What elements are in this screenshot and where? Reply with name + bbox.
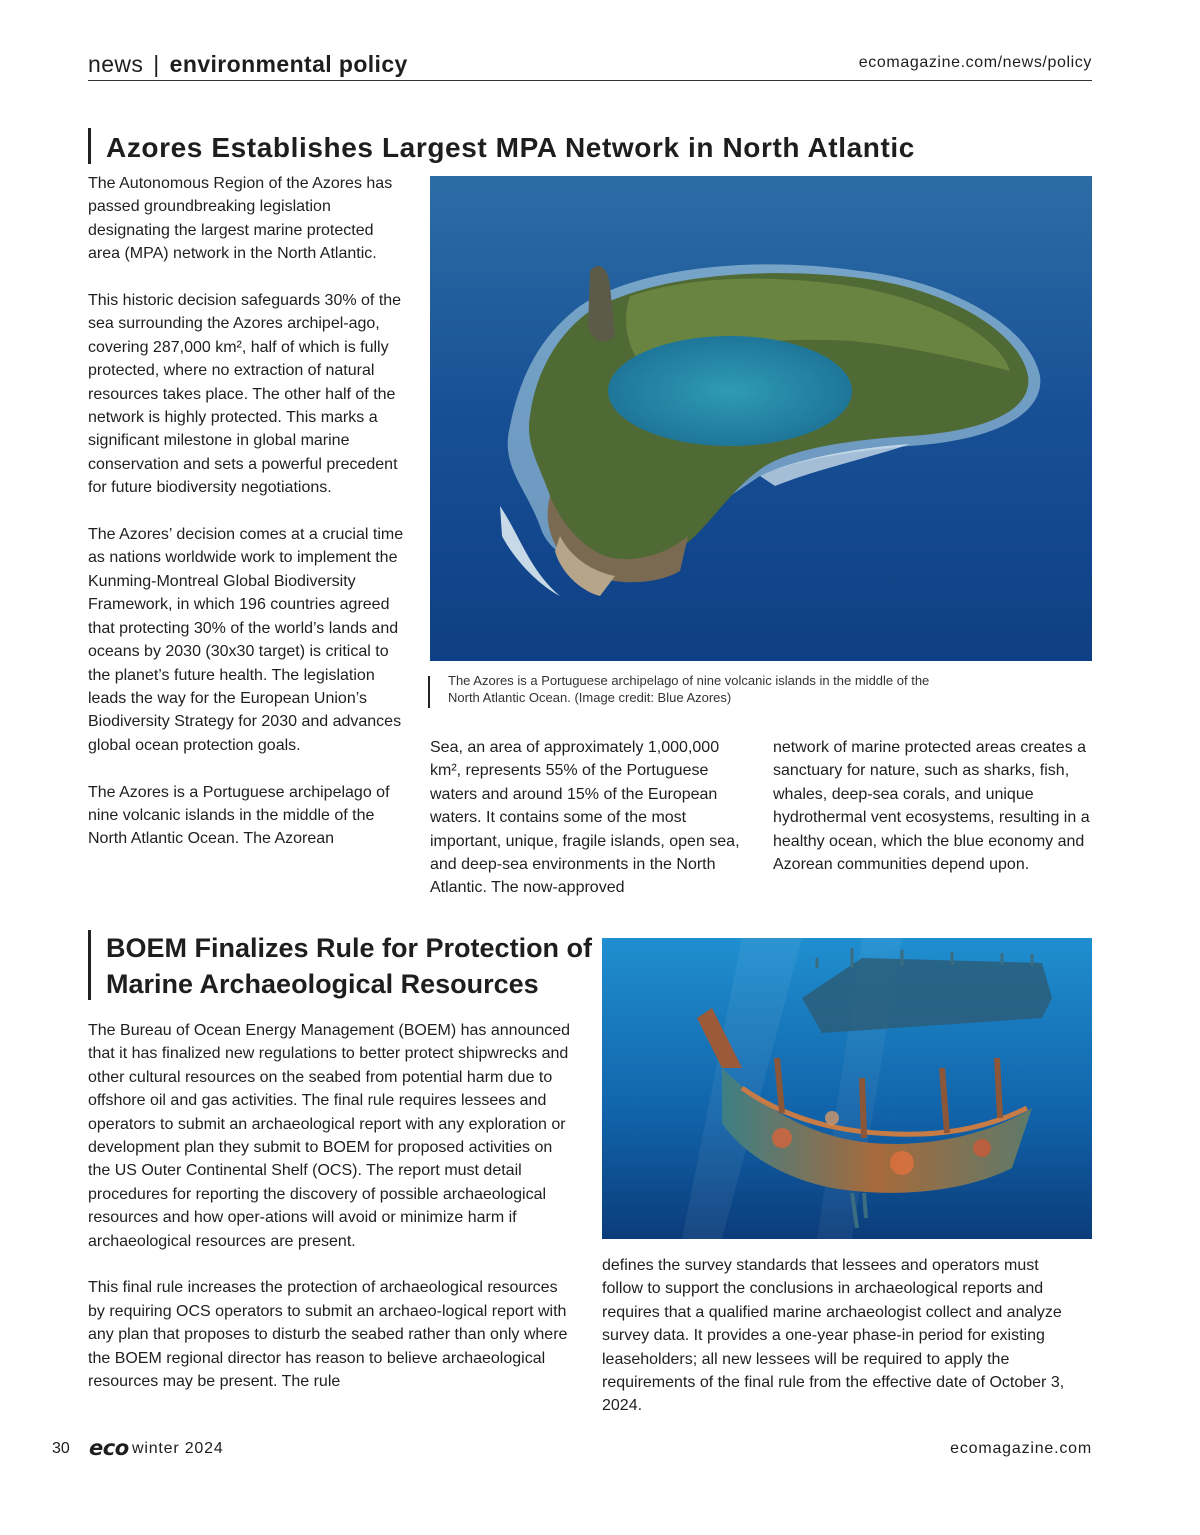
section-header [88,48,408,80]
eco-logo: eco [89,1436,129,1460]
paragraph: Sea, an area of approximately 1,000,000 km², represents 55% of the Portuguese waters and around 15% of the European waters. It contains some of the most important, unique, fragile islands, open sea, and deep-sea environments in the North Atlantic. The now-approved [430,739,740,897]
paragraph: This historic decision safeguards 30% of the sea surrounding the Azores archipel-ago, covering 287,000 km², half of which is fully protected, where no extraction of natural resources takes place. The other half of the network is highly protected. This marks a significant milestone in global marine conservation and sets a powerful precedent for future biodiversity negotiations. [88,292,402,497]
section-name: news [88,51,144,77]
article-1-column-3 [773,736,1095,876]
headline-accent-bar [88,128,91,164]
article-2-headline: BOEM Finalizes Rule for Protection of Marine Archaeological Resources [106,933,593,999]
paragraph: defines the survey standards that lessees and operators must follow to support the conclusions in archaeological reports and requires that a qualified marine archaeologist collect and analyze survey data. It provides a one-year phase-in period for existing leaseholders; all new lessees will be required to apply the requirements of the final rule from the effective date of October 3, 2024. [602,1257,1065,1415]
header-divider [88,80,1092,81]
issue-label: winter 2024 [132,1440,224,1457]
article-2-column-2 [602,1254,1082,1418]
island-photo [430,176,1092,661]
section-topic: environmental policy [169,51,408,77]
page-number: 30 [52,1440,70,1457]
paragraph: network of marine protected areas creates a sanctuary for nature, such as sharks, fish, whales, deep-sea corals, and unique hydrothermal vent ecosystems, resulting in a healthy ocean, which the blue economy and Azorean communities depend upon. [773,739,1090,874]
paragraph: The Azores’ decision comes at a crucial time as nations worldwide work to implement the Kunming-Montreal Global Biodiversity Framework, in which 196 countries agreed that protecting 30% of the world’s lands and oceans by 2030 (30x30 target) is critical to the planet’s future health. The legislation leads the way for the European Union’s Biodiversity Strategy for 2030 and advances global ocean protection goals. [88,526,404,754]
article-1-column-2 [430,736,748,900]
headline-accent-bar [88,930,91,1000]
paragraph: The Bureau of Ocean Energy Management (BOEM) has announced that it has finalized new regulations to better protect shipwrecks and other cultural resources on the seabed from potential harm due to offshore oil and gas activities. The final rule requires lessees and operators to submit an archaeological report with any exploration or development plan they submit to BOEM for proposed activities on the US Outer Continental Shelf (OCS). The report must detail procedures for reporting the discovery of possible archaeological resources and how oper-ations will avoid or minimize harm if archaeological resources are present. [88,1022,571,1250]
footer-url[interactable]: ecomagazine.com [950,1440,1092,1457]
paragraph: The Autonomous Region of the Azores has passed groundbreaking legislation designating the largest marine protected area (MPA) network in the North Atlantic. [88,175,393,263]
header-separator: | [153,51,160,77]
header-url[interactable]: ecomagazine.com/news/policy [858,54,1092,71]
image-caption: The Azores is a Portuguese archipelago of nine volcanic islands in the middle of the North Atlantic Ocean. (Image credit: Blue Azores) [448,673,930,705]
aerial-volcanic-island-photo [430,176,1092,661]
article-2-column-1 [88,1019,578,1393]
caption-accent-bar [428,676,430,708]
paragraph: This final rule increases the protection of archaeological resources by requiring OCS operators to submit an archaeo-logical report with any plan that proposes to disturb the seabed rather than only where the BOEM regional director has reason to believe archaeological resources may be present. The rule [88,1279,568,1391]
underwater-shipwreck-photo [602,938,1092,1239]
paragraph: The Azores is a Portuguese archipelago of nine volcanic islands in the middle of the North Atlantic Ocean. The Azorean [88,783,390,848]
shipwreck-photo [602,938,1092,1239]
article-1-headline: Azores Establishes Largest MPA Network in North Atlantic [106,132,915,163]
article-1-column-1 [88,172,408,851]
